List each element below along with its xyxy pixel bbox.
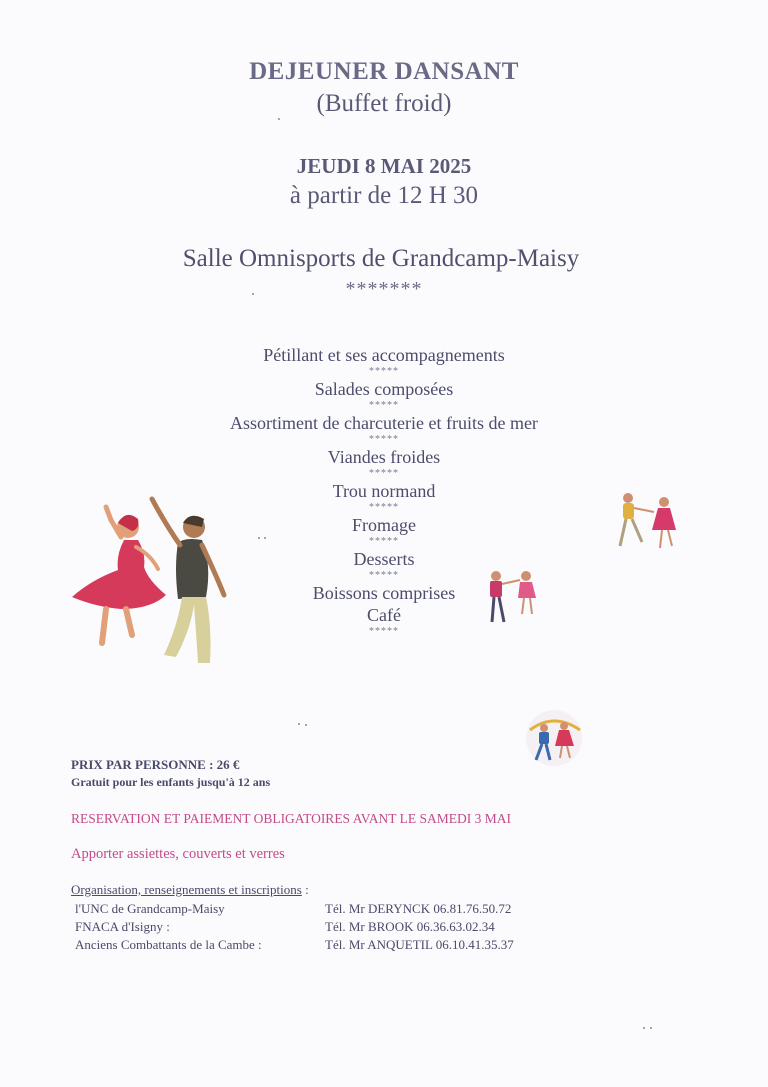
menu-item: Boissons comprises [312, 583, 456, 603]
organisation-phone: Tél. Mr ANQUETIL 06.10.41.35.37 [325, 937, 514, 952]
event-date: JEUDI 8 MAI 2025 [296, 154, 472, 178]
organisation-heading-text: Organisation, renseignements et inscriptions [71, 882, 302, 897]
scan-speck [258, 537, 260, 539]
menu-separator: ***** [369, 434, 399, 445]
bring-items-notice: Apporter assiettes, couverts et verres [71, 846, 285, 862]
menu-item: Salades composées [314, 379, 454, 399]
reservation-notice: RESERVATION ET PAIEMENT OBLIGATOIRES AVANT LE SAMEDI 3 MAI [71, 811, 511, 826]
event-subtitle: (Buffet froid) [316, 90, 452, 117]
organisation-phone: Tél. Mr BROOK 06.36.63.02.34 [325, 919, 495, 934]
menu-separator: ***** [369, 570, 399, 581]
scan-speck [278, 118, 280, 120]
menu-item: Assortiment de charcuterie et fruits de mer [230, 413, 538, 433]
organisation-row [75, 901, 595, 919]
menu-item: Pétillant et ses accompagnements [263, 345, 505, 365]
menu-item: Desserts [353, 549, 415, 569]
menu-item: Café [367, 605, 401, 625]
menu-separator: ***** [369, 626, 399, 637]
organisation-list [75, 901, 595, 955]
menu-item: Viandes froides [327, 447, 441, 467]
organisation-heading-colon: : [301, 882, 309, 897]
organisation-heading [71, 882, 309, 898]
event-time: à partir de 12 H 30 [289, 182, 479, 209]
menu-item: Trou normand [332, 481, 436, 501]
organisation-row [75, 919, 595, 937]
scan-speck [643, 1027, 645, 1029]
organisation-phone: Tél. Mr DERYNCK 06.81.76.50.72 [325, 901, 512, 916]
price-per-person: PRIX PAR PERSONNE : 26 € [71, 757, 240, 772]
menu-separator: ***** [369, 366, 399, 377]
organisation-row [75, 937, 595, 955]
scan-speck [305, 724, 307, 726]
menu-separator: ***** [369, 502, 399, 513]
dancing-couple-large-icon [66, 485, 236, 665]
scan-speck [650, 1027, 652, 1029]
menu-separator: ***** [369, 468, 399, 479]
scan-speck [298, 723, 300, 725]
organisation-name: Anciens Combattants de la Cambe : [75, 937, 262, 952]
event-venue: Salle Omnisports de Grandcamp-Maisy [182, 245, 580, 272]
menu-item: Fromage [352, 515, 416, 535]
scan-speck [264, 537, 266, 539]
dancing-couple-small-right-icon [612, 488, 682, 554]
children-free-note: Gratuit pour les enfants jusqu'à 12 ans [71, 775, 271, 789]
menu-separator: ***** [369, 400, 399, 411]
event-title: DEJEUNER DANSANT [249, 58, 519, 85]
menu-separator: ***** [369, 536, 399, 547]
dancing-couple-round-badge-icon [522, 708, 586, 768]
dancing-couple-small-center-icon [482, 566, 542, 628]
organisation-name: l'UNC de Grandcamp-Maisy [75, 901, 225, 916]
organisation-name: FNACA d'Isigny : [75, 919, 170, 934]
venue-separator: ******* [345, 278, 423, 300]
scan-speck [252, 293, 254, 295]
